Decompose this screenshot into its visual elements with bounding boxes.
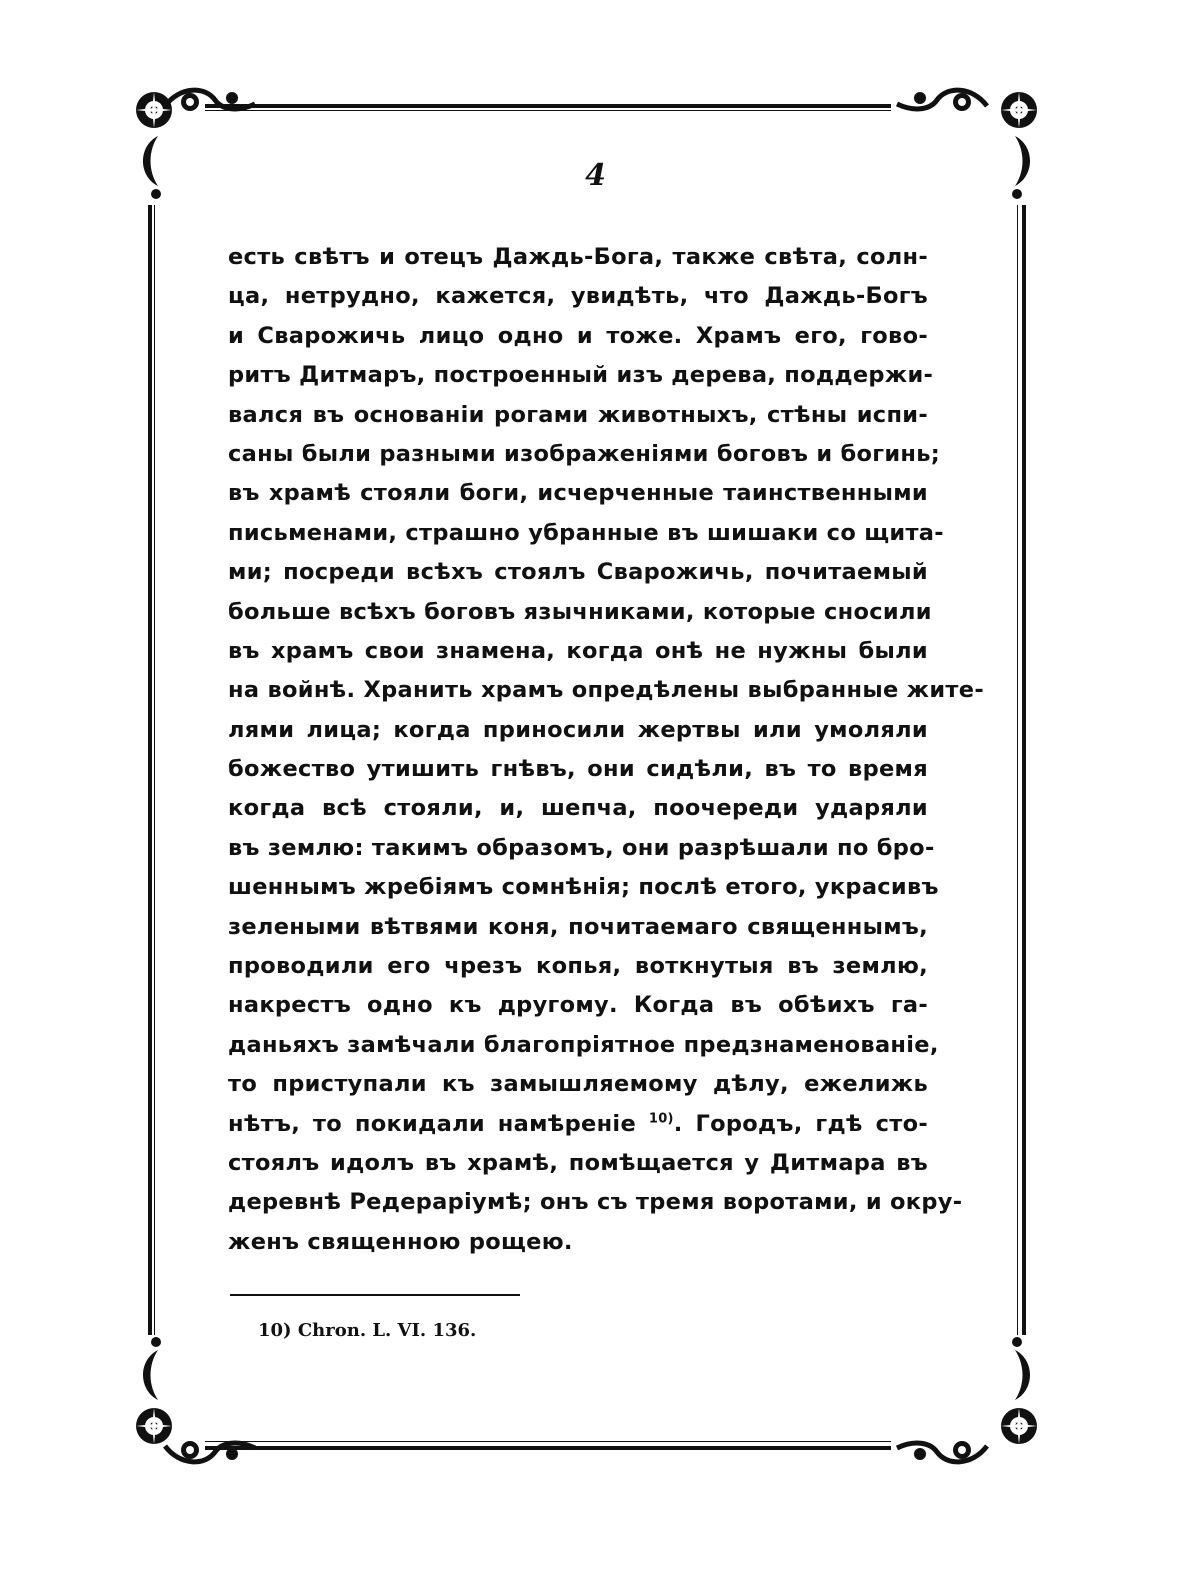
text-line: накрестъ одно къ другому. Когда въ обѣихъ га- — [228, 992, 928, 1019]
text-line: ца, нетрудно, кажется, увидѣть, что Даждь-Богъ — [228, 283, 928, 310]
frame-top-rule — [205, 104, 891, 108]
text-line: проводили его чрезъ копья, воткнутыя въ землю, — [228, 953, 928, 980]
text-line: ми; посреди всѣхъ стоялъ Сварожичь, почитаемый — [228, 559, 928, 586]
text-line: письменами, страшно убранные въ шишаки со щита- — [228, 519, 944, 546]
frame-right-rule — [1022, 205, 1026, 1335]
frame-left-hairline — [154, 205, 155, 1335]
text-line: лями лица; когда приносили жертвы или умоляли — [228, 716, 928, 743]
frame-bottom-rule — [205, 1446, 891, 1450]
text-line: стоялъ идолъ въ храмѣ, помѣщается у Дитмара въ — [228, 1149, 928, 1176]
scroll-flourish-icon — [892, 1428, 992, 1468]
text-line: божество утишить гнѣвъ, они сидѣли, въ то время — [228, 756, 928, 783]
text-line: есть свѣтъ и отецъ Даждь-Бога, также свѣта, солн- — [228, 244, 928, 270]
frame-right-hairline — [1017, 205, 1018, 1335]
scroll-flourish-icon — [160, 84, 260, 124]
text-line: женъ священною рощею. — [228, 1228, 573, 1255]
text-line: вался въ основаніи рогами животныхъ, стѣны испи- — [228, 401, 928, 428]
scroll-flourish-icon — [160, 1428, 260, 1468]
text-line: когда всѣ стояли, и, шепча, поочереди ударяли — [228, 795, 928, 822]
text-line — [228, 1105, 928, 1144]
footnote-reference: 10) — [648, 1111, 674, 1127]
text-line: шеннымъ жребіямъ сомнѣнія; послѣ етого, украсивъ — [228, 874, 939, 901]
text-line: ритъ Дитмаръ, построенный изъ дерева, поддержи- — [228, 362, 934, 389]
text-line: больше всѣхъ боговъ язычниками, которые сносили — [228, 598, 932, 625]
text-line: то приступали къ замышляемому дѣлу, ежелижь — [228, 1071, 928, 1098]
page-number: 4 — [585, 158, 606, 193]
scroll-flourish-icon — [892, 84, 992, 124]
frame-top-hairline — [205, 110, 891, 111]
body-text — [228, 238, 984, 1262]
text-line-head: нѣтъ, то покидали намѣреніе — [228, 1110, 637, 1137]
text-line: въ храмъ свои знамена, когда онѣ не нужны были — [228, 637, 928, 664]
text-line: въ храмѣ стояли боги, исчерченные таинственными — [228, 480, 928, 507]
frame-left-rule — [148, 205, 152, 1335]
text-line: въ землю: такимъ образомъ, они разрѣшали по бро- — [228, 834, 935, 861]
text-line: саны были разными изображеніями боговъ и богинь; — [228, 440, 941, 467]
text-line: на войнѣ. Хранить храмъ опредѣлены выбранные жите- — [228, 677, 984, 704]
frame-bottom-hairline — [205, 1441, 891, 1442]
text-line: зелеными вѣтвями коня, почитаемаго священнымъ, — [228, 913, 928, 940]
text-line-tail: . Городъ, гдѣ сто- — [673, 1110, 928, 1137]
text-line: даньяхъ замѣчали благопріятное предзнаменованіе, — [228, 1031, 939, 1058]
footnote: 10) Chron. L. VI. 136. — [258, 1320, 477, 1341]
text-line: и Сварожичь лицо одно и тоже. Храмъ его, гово- — [228, 322, 928, 349]
text-line: деревнѣ Редераріумѣ; онъ съ тремя воротами, и окру- — [228, 1189, 963, 1216]
footnote-rule — [230, 1294, 520, 1296]
